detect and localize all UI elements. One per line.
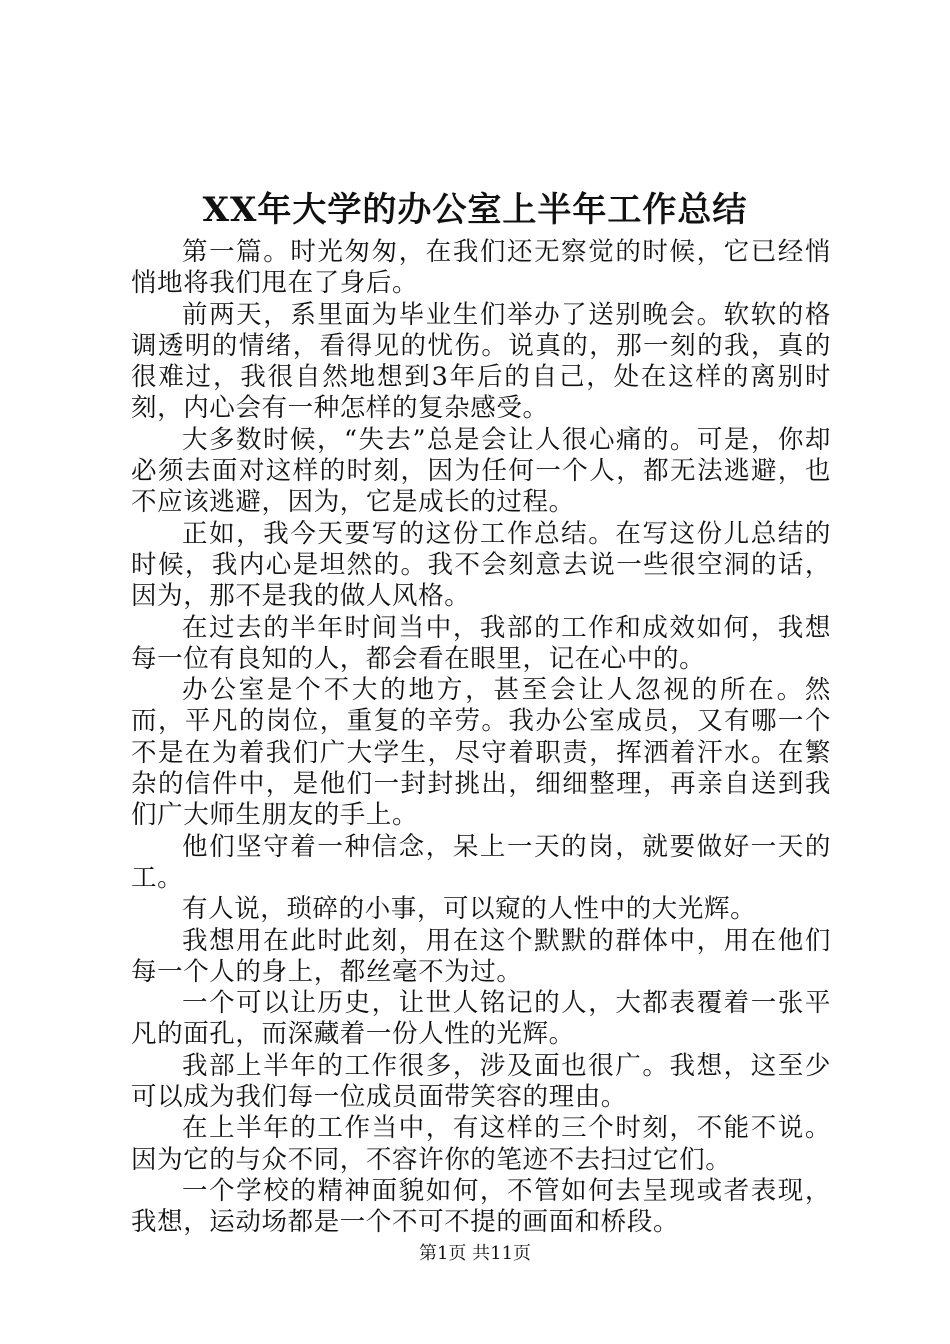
paragraph: 在上半年的工作当中，有这样的三个时刻，不能不说。因为它的与众不同，不容许你的笔迹不去扫过它们。 (131, 1113, 831, 1175)
paragraph: 前两天，系里面为毕业生们举办了送别晚会。软软的格调透明的情绪，看得见的忧伤。说真的，那一刻的我，真的很难过，我很自然地想到3年后的自己，处在这样的离别时刻，内心会有一种怎样的复杂感受。 (131, 299, 831, 424)
page-footer (0, 1242, 950, 1266)
paragraph: 有人说，琐碎的小事，可以窥的人性中的大光辉。 (182, 894, 757, 925)
document-body (131, 237, 831, 1239)
paragraph: 我部上半年的工作很多，涉及面也很广。我想，这至少可以成为我们每一位成员面带笑容的理由。 (131, 1050, 831, 1113)
paragraph: 一个可以让历史，让世人铭记的人，大都表覆着一张平凡的面孔，而深藏着一份人性的光辉。 (131, 988, 831, 1050)
paragraph: 在过去的半年时间当中，我部的工作和成效如何，我想每一位有良知的人，都会看在眼里，记在心中的。 (131, 612, 831, 674)
paragraph: 正如，我今天要写的这份工作总结。在写这份儿总结的时候，我内心是坦然的。我不会刻意去说一些很空洞的话，因为，那不是我的做人风格。 (131, 518, 831, 612)
paragraph: 办公室是个不大的地方，甚至会让人忽视的所在。然而，平凡的岗位，重复的辛劳。我办公室成员，又有哪一个不是在为着我们广大学生，尽守着职责，挥洒着汗水。在繁杂的信件中，是他们一封封挑出，细细整理，再亲自送到我们广大师生朋友的手上。 (131, 675, 831, 831)
paragraph: 我想用在此时此刻，用在这个默默的群体中，用在他们每一个人的身上，都丝毫不为过。 (131, 925, 831, 987)
paragraph: 一个学校的精神面貌如何，不管如何去呈现或者表现，我想，运动场都是一个不可不提的画面和桥段。 (131, 1175, 831, 1238)
page-number-indicator: 第1页 共11页 (418, 1243, 532, 1264)
document-title: XX年大学的办公室上半年工作总结 (202, 190, 748, 230)
paragraph: 他们坚守着一种信念，呆上一天的岗，就要做好一天的工。 (131, 831, 831, 893)
paragraph: 第一篇。时光匆匆，在我们还无察觉的时候，它已经悄悄地将我们甩在了身后。 (131, 237, 831, 299)
paragraph: 大多数时候，“失去”总是会让人很心痛的。可是，你却必须去面对这样的时刻，因为任何一个人，都无法逃避，也不应该逃避，因为，它是成长的过程。 (131, 424, 831, 518)
